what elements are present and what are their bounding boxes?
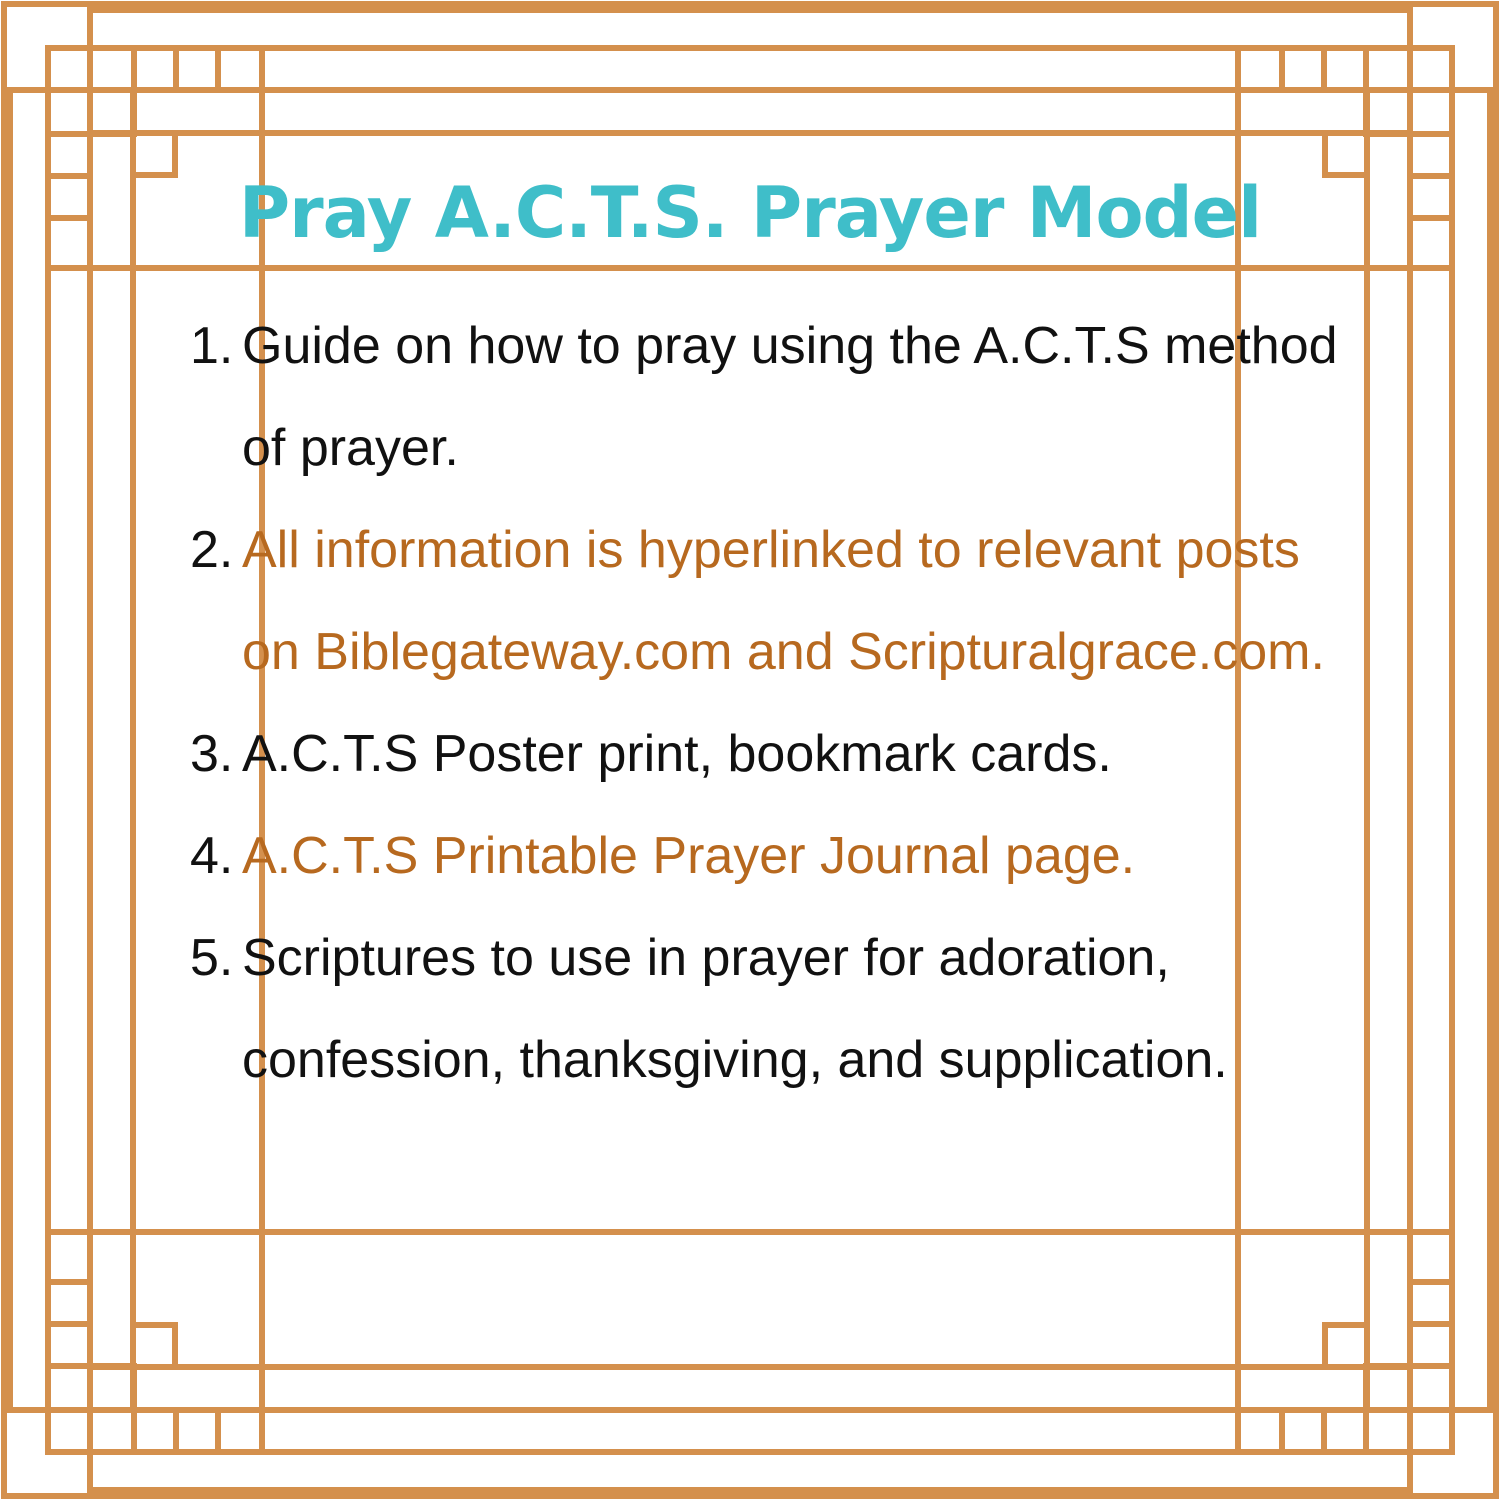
list-item-text: A.C.T.S Poster print, bookmark cards. bbox=[242, 725, 1112, 783]
list-item-number: 4. bbox=[190, 827, 234, 885]
list-item bbox=[190, 805, 1350, 907]
list-item-text: Guide on how to pray using the A.C.T.S method of prayer. bbox=[242, 317, 1338, 477]
list-item-number: 3. bbox=[190, 725, 234, 783]
list-item bbox=[190, 907, 1350, 1111]
list-item-text: Scriptures to use in prayer for adoration, confession, thanksgiving, and supplication. bbox=[242, 929, 1228, 1089]
list-item-number: 1. bbox=[190, 317, 234, 375]
list-item bbox=[190, 295, 1350, 499]
list-item-link-text[interactable]: A.C.T.S Printable Prayer Journal page. bbox=[242, 827, 1136, 885]
feature-list bbox=[190, 295, 1350, 1111]
page-title: Pray A.C.T.S. Prayer Model bbox=[238, 172, 1262, 254]
list-item bbox=[190, 499, 1350, 703]
list-item-number: 2. bbox=[190, 521, 234, 579]
list-item-link-text[interactable]: All information is hyperlinked to relevant posts on Biblegateway.com and Scripturalgrace.com. bbox=[242, 521, 1325, 681]
list-item bbox=[190, 703, 1350, 805]
list-item-number: 5. bbox=[190, 929, 234, 987]
